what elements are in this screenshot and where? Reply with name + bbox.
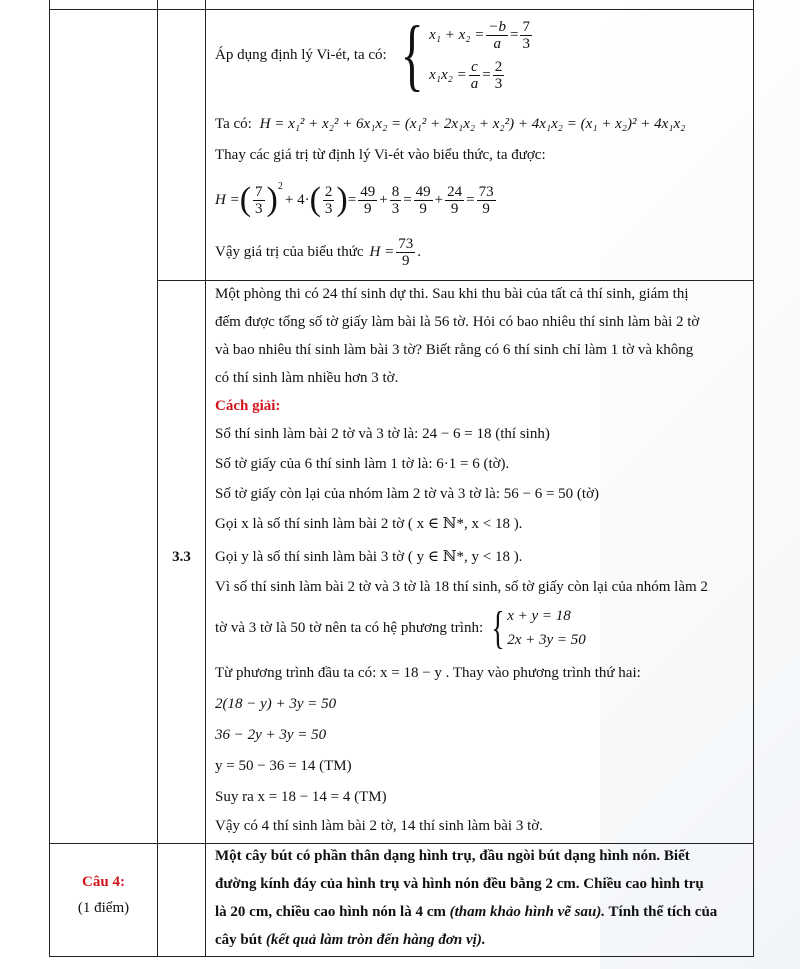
vieta-eq1-lhs: x₁ + x₂ = [429,27,485,43]
vieta-system [429,15,534,95]
frac-num: 2 [494,58,503,75]
frac-den: 3 [255,200,263,217]
problem-line-3: và bao nhiêu thí sinh làm bài 3 tờ? Biết rằng có 6 thí sinh chỉ làm 1 tờ và không [215,342,694,358]
left-paren: ( [239,181,252,218]
table-border-col1 [157,0,158,957]
vieta-eq2-frac [469,59,481,92]
step-4: Gọi x là số thí sinh làm bài 2 tờ ( x ∈ ℕ*, x < 18 ). [215,516,523,532]
table-border-col2 [205,0,206,957]
frac-num: 7 [522,18,530,35]
calc-frac2 [323,184,335,217]
brace-icon: { [400,11,424,99]
frac-num: 49 [360,183,376,200]
q4-l3a: là 20 cm, chiều cao hình nón là 4 cm [215,904,450,920]
step-8: Từ phương trình đầu ta có: x = 18 − y . Thay vào phương trình thứ hai: [215,665,641,681]
taco-label: Ta có: [215,116,252,132]
period: . [417,244,421,260]
calc-frac6 [445,184,464,217]
step-11: y = 50 − 36 = 14 (TM) [215,758,352,774]
calc-mid: + 4· [284,192,310,208]
question-4-title: Câu 4: [82,874,125,890]
step-7: tờ và 3 tờ là 50 tờ nên ta có hệ phương trình: [215,620,484,636]
question-4-line-3 [215,903,717,921]
frac-den: 3 [324,200,333,217]
frac-den: 9 [363,200,372,217]
calc-eq: = [403,192,412,208]
step-2: Số tờ giấy của 6 thí sinh làm 1 tờ là: 6·1 = 6 (tờ). [215,456,510,472]
vieta-eq2-result [493,59,505,92]
calc-plus: + [379,192,388,208]
right-paren: ) [336,181,348,218]
step-9: 2(18 − y) + 3y = 50 [215,696,337,712]
step-12: Suy ra x = 18 − 14 = 4 (TM) [215,789,387,805]
question-4-line-2: đường kính đáy của hình trụ và hình nón đều bằng 2 cm. Chiều cao hình trụ [215,876,704,892]
table-border-bottom [49,956,754,957]
frac-den: 9 [401,252,410,269]
equation-system [507,604,586,652]
section-label-3-3: 3.3 [172,549,191,565]
q4-l4b: (kết quả làm tròn đến hàng đơn vị). [265,932,486,948]
system-eq-2: 2x + 3y = 50 [507,632,586,648]
calc-frac5 [414,184,433,217]
q4-l3b: (tham khảo hình vẽ sau). [449,904,606,920]
calc-eq: = [347,192,357,208]
frac-num: c [471,58,478,75]
question-4-line-4 [215,931,486,949]
problem-line-2: đếm được tổng số tờ giấy làm bài là 56 tờ. Hỏi có bao nhiêu thí sinh làm bài 2 tờ [215,314,700,330]
taco-expression: H = x₁² + x₂² + 6x₁x₂ = (x₁² + 2x₁x₂ + x₂²) + 4x₁x₂ = (x₁ + x₂)² + 4x₁x₂ [259,116,686,132]
taco-line [215,115,685,133]
h-calculation: H = ( $\frac{7}{3}$ ) $^2$ + 4· ( $\frac{2}{3}$ ) = $\frac{49}{9}$ + $\frac{8}{3}$ = $\frac{49}{9}$ + $\frac{24}{9}$ = $\frac{73}{9}$ [215,181,494,218]
frac-den: 3 [391,200,400,217]
vieta-eq1 [429,15,534,55]
conclusion-h: H = [369,244,395,260]
step-3: Số tờ giấy còn lại của nhóm làm 2 tờ và 3 tờ là: 56 − 6 = 50 (tờ) [215,486,600,502]
table-border-right [753,0,754,957]
calc-frac7 [477,184,496,217]
q4-l3c: Tính thể tích của [605,904,718,920]
right-paren: ) [266,181,278,218]
frac-num: −b [488,18,506,35]
vieta-statement [215,11,534,99]
frac-den: 9 [419,200,427,217]
frac-den: 3 [522,35,530,52]
frac-den: a [493,35,501,52]
row-divider-cau4 [49,843,754,844]
frac-num: 49 [415,183,431,200]
vieta-eq2-eq: = [482,67,491,83]
frac-den: 9 [450,200,459,217]
substitute-text: Thay các giá trị từ định lý Vi-ét vào biểu thức, ta được: [215,147,546,163]
calc-frac3 [358,184,377,217]
frac-num: 24 [447,183,463,200]
question-4-line-1: Một cây bút có phần thân dạng hình trụ, đầu ngòi bút dạng hình nón. Biết [215,848,690,864]
vieta-eq2 [429,55,534,95]
step-13: Vậy có 4 thí sinh làm bài 2 tờ, 14 thí sinh làm bài 3 tờ. [215,818,543,834]
vieta-eq1-frac [486,19,508,52]
frac-num: 2 [324,183,333,200]
q4-l4a: cây bút [215,932,266,948]
frac-num: 73 [478,183,494,200]
step-10: 36 − 2y + 3y = 50 [215,727,327,743]
frac-den: 3 [494,75,503,92]
calc-plus: + [434,192,444,208]
question-4-points: (1 điểm) [77,900,130,916]
frac-den: 9 [482,200,490,217]
vieta-eq1-eq: = [510,27,519,43]
vieta-eq2-lhs: x₁x₂ = [429,67,467,83]
step-6: Vì số thí sinh làm bài 2 tờ và 3 tờ là 18 thí sinh, số tờ giấy còn lại của nhóm làm 2 [215,579,708,595]
vieta-intro: Áp dụng định lý Vi-ét, ta có: [215,47,387,63]
calc-frac1 [253,184,265,217]
calc-eq: = [466,192,475,208]
left-paren: ( [309,181,321,218]
step-5: Gọi y là số thí sinh làm bài 3 tờ ( y ∈ ℕ*, y < 18 ). [215,549,523,565]
table-border-left [49,0,50,957]
conclusion-frac [396,236,415,269]
table-border-top [49,9,754,10]
calc-frac4 [390,184,402,217]
system-line [215,604,586,652]
conclusion-line [215,232,421,272]
frac-num: 7 [255,183,263,200]
step-1: Số thí sinh làm bài 2 tờ và 3 tờ là: 24 − 6 = 18 (thí sinh) [215,426,550,442]
problem-line-4: có thí sinh làm nhiều hơn 3 tờ. [215,370,399,386]
frac-num: 73 [398,235,414,252]
problem-line-1: Một phòng thi có 24 thí sinh dự thi. Sau khi thu bài của tất cả thí sinh, giám thị [215,286,689,302]
vieta-eq1-result [520,19,532,52]
row-divider-32-33 [157,280,754,281]
calc-lhs: H = [215,192,240,208]
brace-icon: { [491,602,505,653]
frac-num: 8 [391,183,400,200]
system-eq-1: x + y = 18 [507,608,571,624]
solution-heading: Cách giải: [215,398,281,414]
conclusion-text: Vậy giá trị của biểu thức [215,244,364,260]
frac-den: a [470,75,479,92]
